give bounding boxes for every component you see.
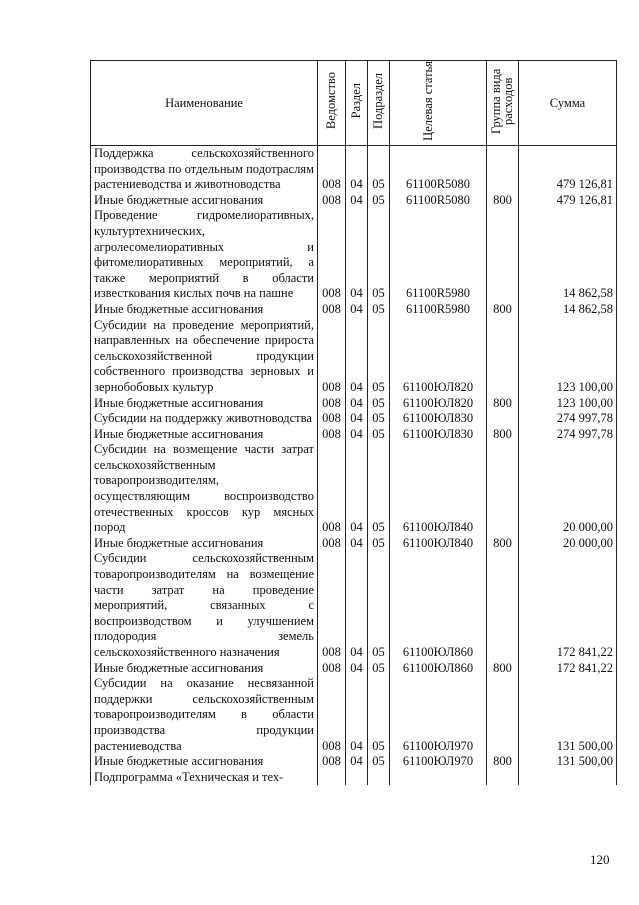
row-subsection (368, 770, 390, 786)
row-target: 61100R5980 (390, 302, 487, 318)
table-row (91, 676, 617, 754)
row-sum: 14 862,58 (519, 208, 617, 302)
row-subsection: 05 (368, 754, 390, 770)
row-name: Субсидии на оказание несвязанной поддержки сельскохозяйственным товаропроизводителям в области производства продукции растениеводства (91, 676, 318, 754)
row-group: 800 (487, 536, 519, 552)
row-section: 04 (346, 676, 368, 754)
row-group: 800 (487, 302, 519, 318)
row-section: 04 (346, 318, 368, 396)
row-sum: 131 500,00 (519, 754, 617, 770)
row-sum: 479 126,81 (519, 146, 617, 193)
row-section: 04 (346, 661, 368, 677)
row-dept: 008 (318, 427, 346, 443)
row-sum: 172 841,22 (519, 551, 617, 660)
row-section: 04 (346, 302, 368, 318)
row-subsection: 05 (368, 551, 390, 660)
row-section: 04 (346, 442, 368, 536)
row-dept: 008 (318, 193, 346, 209)
row-name: Субсидии на поддержку животноводства (91, 411, 318, 427)
row-section: 04 (346, 551, 368, 660)
row-subsection: 05 (368, 146, 390, 193)
table-header-row (91, 61, 617, 146)
row-target: 61100ЮЛ830 (390, 427, 487, 443)
row-section (346, 770, 368, 786)
row-name: Субсидии на возмещение части затрат сельскохозяйственным товаропроизводителям, осуществляющим воспроизводство отечественных кроссов кур мясных пород (91, 442, 318, 536)
table-row (91, 770, 617, 786)
row-subsection: 05 (368, 208, 390, 302)
row-target: 61100R5980 (390, 208, 487, 302)
row-subsection: 05 (368, 396, 390, 412)
row-section: 04 (346, 427, 368, 443)
row-group: 800 (487, 661, 519, 677)
row-sum: 123 100,00 (519, 396, 617, 412)
header-name: Наименование (91, 61, 318, 146)
row-dept: 008 (318, 302, 346, 318)
row-subsection: 05 (368, 318, 390, 396)
row-target: 61100R5080 (390, 193, 487, 209)
table-row (91, 754, 617, 770)
row-target: 61100ЮЛ820 (390, 396, 487, 412)
row-target: 61100ЮЛ970 (390, 754, 487, 770)
row-dept: 008 (318, 411, 346, 427)
row-subsection: 05 (368, 302, 390, 318)
row-dept: 008 (318, 551, 346, 660)
row-group (487, 318, 519, 396)
row-dept: 008 (318, 442, 346, 536)
table-row (91, 411, 617, 427)
row-target: 61100ЮЛ820 (390, 318, 487, 396)
row-group (487, 551, 519, 660)
header-dept: Ведомство (318, 61, 346, 146)
row-section: 04 (346, 536, 368, 552)
row-sum: 274 997,78 (519, 411, 617, 427)
table-row (91, 427, 617, 443)
row-target: 61100ЮЛ830 (390, 411, 487, 427)
row-subsection: 05 (368, 411, 390, 427)
row-section: 04 (346, 754, 368, 770)
row-name: Субсидии сельскохозяйственным товаропроизводителям на возмещение части затрат на проведение мероприятий, связанных с воспроизводством и улучшением плодородия земель сельскохозяйственного назначения (91, 551, 318, 660)
row-subsection: 05 (368, 661, 390, 677)
row-section: 04 (346, 208, 368, 302)
table-body (91, 146, 617, 786)
header-section: Раздел (346, 61, 368, 146)
row-section: 04 (346, 411, 368, 427)
row-target: 61100ЮЛ970 (390, 676, 487, 754)
row-section: 04 (346, 193, 368, 209)
row-subsection: 05 (368, 193, 390, 209)
row-name: Иные бюджетные ассигнования (91, 661, 318, 677)
row-name: Иные бюджетные ассигнования (91, 536, 318, 552)
row-name: Иные бюджетные ассигнования (91, 396, 318, 412)
row-sum: 479 126,81 (519, 193, 617, 209)
row-name: Подпрограмма «Техническая и тех- (91, 770, 318, 786)
table-row (91, 551, 617, 660)
page-number: 120 (590, 852, 610, 867)
row-sum (519, 770, 617, 786)
row-subsection: 05 (368, 442, 390, 536)
row-target (390, 770, 487, 786)
row-subsection: 05 (368, 676, 390, 754)
header-subsection: Подраздел (368, 61, 390, 146)
row-sum: 274 997,78 (519, 427, 617, 443)
table-row (91, 442, 617, 536)
row-group (487, 411, 519, 427)
row-group: 800 (487, 193, 519, 209)
row-sum: 20 000,00 (519, 442, 617, 536)
table-row (91, 536, 617, 552)
row-dept: 008 (318, 661, 346, 677)
row-dept (318, 770, 346, 786)
row-group: 800 (487, 754, 519, 770)
row-subsection: 05 (368, 427, 390, 443)
row-target: 61100R5080 (390, 146, 487, 193)
row-sum: 123 100,00 (519, 318, 617, 396)
row-group: 800 (487, 427, 519, 443)
row-name: Иные бюджетные ассигнования (91, 302, 318, 318)
row-dept: 008 (318, 754, 346, 770)
table-row (91, 193, 617, 209)
row-name: Иные бюджетные ассигнования (91, 754, 318, 770)
row-dept: 008 (318, 208, 346, 302)
row-group (487, 770, 519, 786)
table-row (91, 208, 617, 302)
row-subsection: 05 (368, 536, 390, 552)
row-sum: 14 862,58 (519, 302, 617, 318)
budget-table (90, 60, 617, 785)
row-target: 61100ЮЛ840 (390, 442, 487, 536)
row-target: 61100ЮЛ860 (390, 551, 487, 660)
row-dept: 008 (318, 318, 346, 396)
row-group (487, 676, 519, 754)
row-section: 04 (346, 396, 368, 412)
row-name: Проведение гидромелиоративных, культуртехнических, агролесомелиоративных и фитомелиоративных мероприятий, а также мероприятий в области известкования кислых почв на пашне (91, 208, 318, 302)
row-sum: 131 500,00 (519, 676, 617, 754)
row-sum: 172 841,22 (519, 661, 617, 677)
row-name: Поддержка сельскохозяйственного производства по отдельным подотраслям растениеводства и животноводства (91, 146, 318, 193)
row-group (487, 208, 519, 302)
header-group: Группа вида расходов (487, 61, 519, 146)
row-target: 61100ЮЛ840 (390, 536, 487, 552)
row-name: Субсидии на проведение мероприятий, направленных на обеспечение прироста сельскохозяйственной продукции собственного производства зерновых и зернобобовых культур (91, 318, 318, 396)
table-row (91, 302, 617, 318)
row-group: 800 (487, 396, 519, 412)
table-row (91, 146, 617, 193)
table-row (91, 661, 617, 677)
row-group (487, 442, 519, 536)
header-target: Целевая статья (390, 61, 487, 146)
header-sum: Сумма (519, 61, 617, 146)
row-name: Иные бюджетные ассигнования (91, 427, 318, 443)
row-dept: 008 (318, 536, 346, 552)
row-sum: 20 000,00 (519, 536, 617, 552)
table-row (91, 396, 617, 412)
row-dept: 008 (318, 396, 346, 412)
row-group (487, 146, 519, 193)
row-dept: 008 (318, 676, 346, 754)
table-row (91, 318, 617, 396)
row-target: 61100ЮЛ860 (390, 661, 487, 677)
row-section: 04 (346, 146, 368, 193)
row-dept: 008 (318, 146, 346, 193)
row-name: Иные бюджетные ассигнования (91, 193, 318, 209)
